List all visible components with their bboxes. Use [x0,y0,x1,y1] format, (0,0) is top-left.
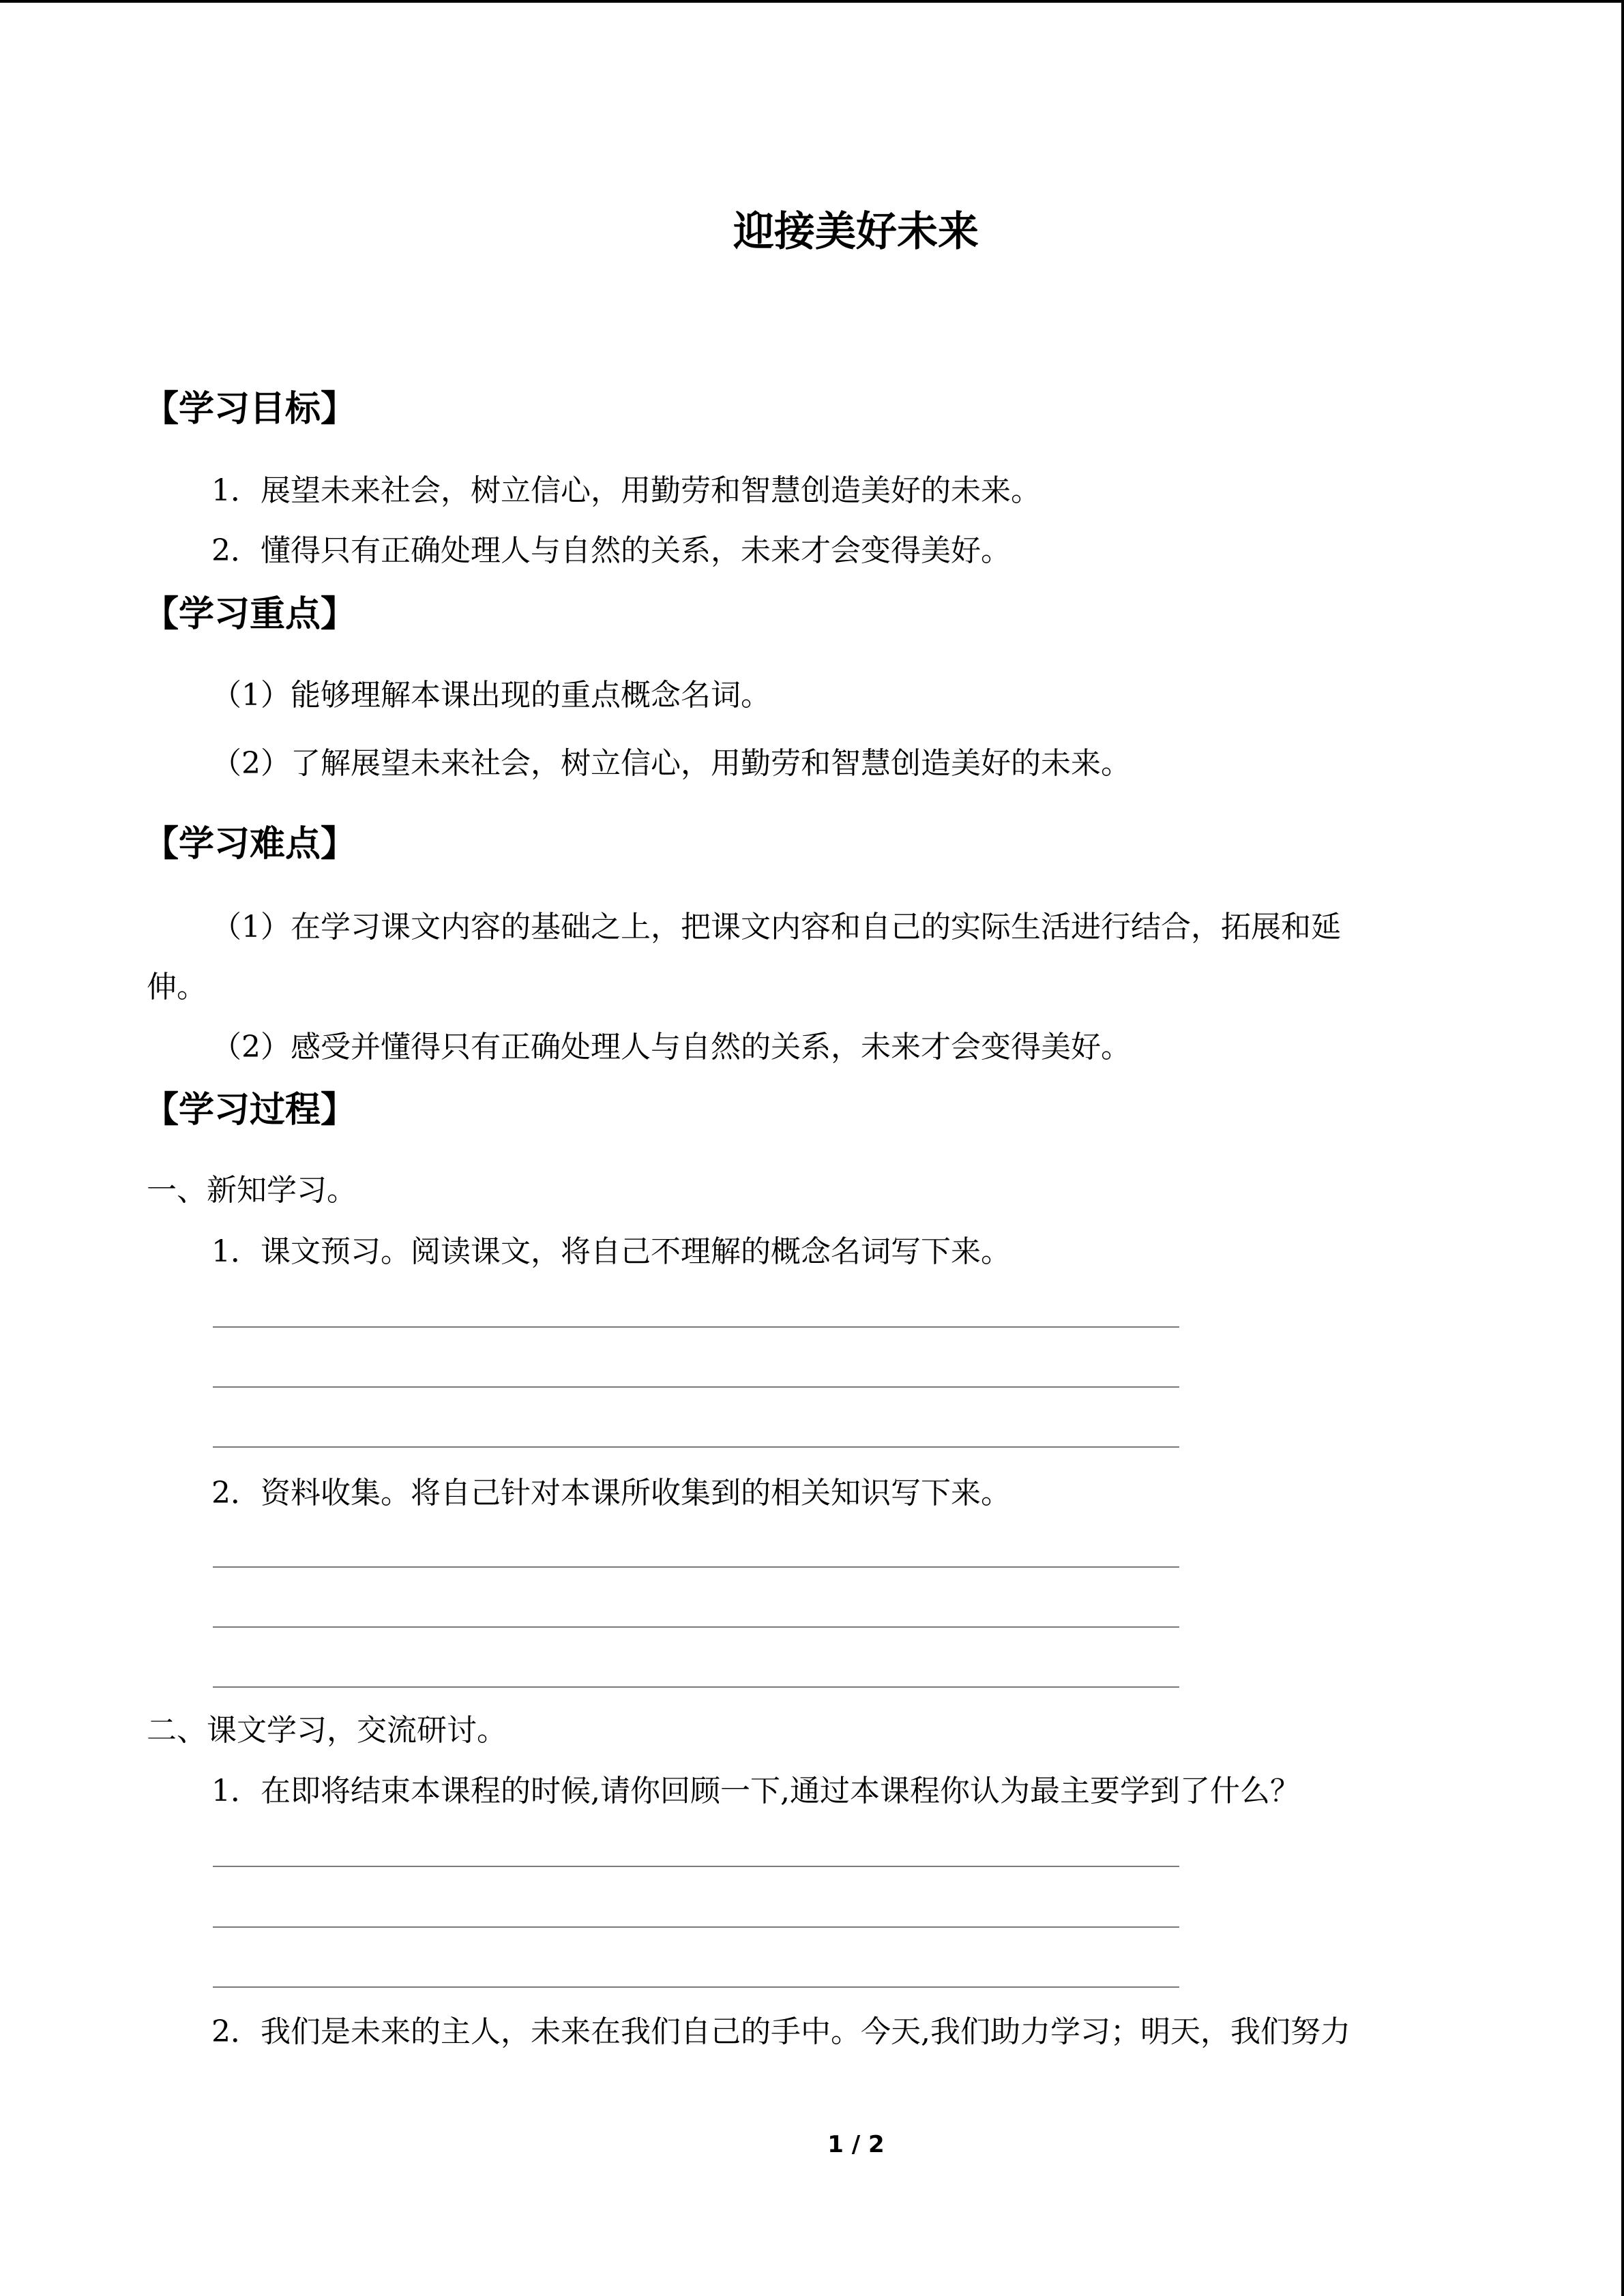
process-part-1-question-1: 1．课文预习。阅读课文，将自己不理解的概念名词写下来。 [211,1234,1011,1269]
answer-line [213,1626,1179,1628]
objective-item-1: 1．展望未来社会，树立信心，用勤劳和智慧创造美好的未来。 [211,473,1041,508]
answer-line [213,1386,1179,1388]
heading-objectives: 【学习目标】 [143,389,357,430]
answer-line [213,1686,1179,1688]
heading-process: 【学习过程】 [143,1090,357,1131]
page-top-border [0,0,1624,3]
process-part-1-question-2: 2．资料收集。将自己针对本课所收集到的相关知识写下来。 [211,1476,1011,1510]
process-part-2-question-2: 2．我们是未来的主人，未来在我们自己的手中。今天,我们助力学习；明天，我们努力 [211,2014,1350,2049]
document-title: 迎接美好未来 [733,208,979,256]
answer-line [213,1866,1179,1867]
difficulty-item-1-line-2: 伸。 [147,970,207,1004]
process-part-1-title: 一、新知学习。 [147,1173,357,1208]
key-point-item-2: （2）了解展望未来社会，树立信心，用勤劳和智慧创造美好的未来。 [211,746,1131,781]
answer-line [213,1446,1179,1448]
process-part-2-question-1: 1．在即将结束本课程的时候,请你回顾一下,通过本课程你认为最主要学到了什么？ [211,1774,1300,1808]
answer-line [213,1986,1179,1988]
answer-line [213,1926,1179,1928]
answer-line [213,1566,1179,1568]
heading-difficulties: 【学习难点】 [143,824,357,865]
page-number: 1 / 2 [827,2131,885,2158]
process-part-2-title: 二、课文学习，交流研讨。 [147,1713,507,1748]
objective-item-2: 2．懂得只有正确处理人与自然的关系，未来才会变得美好。 [211,533,1011,568]
page-right-border [1621,0,1624,2296]
difficulty-item-1-line-1: （1）在学习课文内容的基础之上，把课文内容和自己的实际生活进行结合，拓展和延 [211,910,1341,944]
difficulty-item-2: （2）感受并懂得只有正确处理人与自然的关系，未来才会变得美好。 [211,1030,1131,1064]
heading-key-points: 【学习重点】 [143,594,357,635]
key-point-item-1: （1）能够理解本课出现的重点概念名词。 [211,678,771,713]
answer-line [213,1326,1179,1328]
